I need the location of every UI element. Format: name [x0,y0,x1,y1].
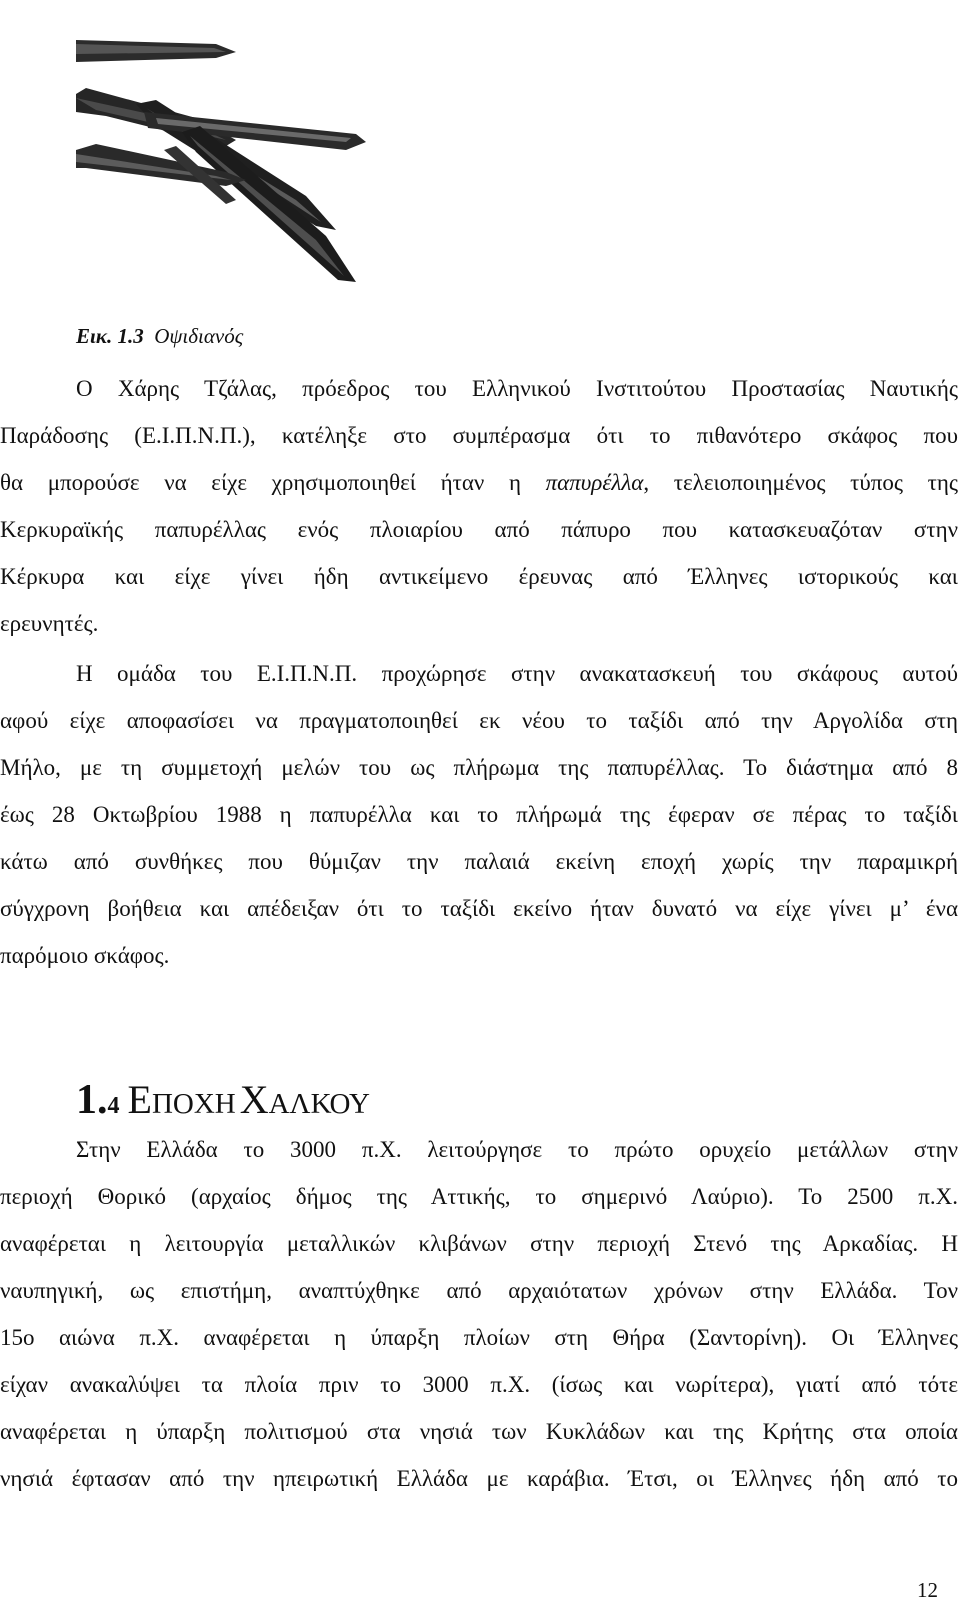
text-line [0,459,958,506]
text-line: έως 28 Οκτωβρίου 1988 η παπυρέλλα και το πλήρωμά της έφεραν σε πέρας το ταξίδι [0,802,958,827]
section-number-major: 1. [76,1077,108,1123]
text-line: Κερκυραϊκής παπυρέλλας ενός πλοιαρίου από πάπυρο που κατασκευαζόταν στην [0,517,958,542]
text-span: , τελειοποιημένος τύπος της [643,470,958,495]
text-line: ναυπηγική, ως επιστήμη, αναπτύχθηκε από αρχαιότατων χρόνων στην Ελλάδα. Τον [0,1278,958,1303]
page-number: 12 [917,1578,938,1602]
section-title-initial: Χ [239,1077,269,1122]
text-line: Ο Χάρης Τζάλας, πρόεδρος του Ελληνικού Ινστιτούτου Προστασίας Ναυτικής [76,376,958,401]
paragraph-2 [0,650,958,979]
text-line: Η ομάδα του Ε.Ι.Π.Ν.Π. προχώρησε στην ανακατασκευή του σκάφους αυτού [76,661,958,686]
text-line: Κέρκυρα και είχε γίνει ήδη αντικείμενο έρευνας από Έλληνες ιστορικούς και [0,564,958,589]
text-span: θα μπορούσε να είχε χρησιμοποιηθεί ήταν η [0,470,546,495]
figure-label: Εικ. 1.3 [76,324,144,348]
text-line: σύγχρονη βοήθεια και απέδειξαν ότι το ταξίδι εκείνο ήταν δυνατό να είχε γίνει μ’ ένα [0,896,958,921]
text-line: αναφέρεται η ύπαρξη πολιτισμού στα νησιά των Κυκλάδων και της Κρήτης στα οποία [0,1419,958,1444]
figure-caption [76,322,243,350]
text-line: αφού είχε αποφασίσει να πραγματοποιηθεί εκ νέου το ταξίδι από την Αργολίδα στη [0,708,958,733]
text-line: Παράδοσης (Ε.Ι.Π.Ν.Π.), κατέληξε στο συμπέρασμα ότι το πιθανότερο σκάφος που [0,423,958,448]
obsidian-blades-image [76,0,376,298]
text-line: παρόμοιο σκάφος. [0,943,170,968]
section-number-minor: 4 [107,1093,120,1119]
paragraph-1 [0,365,958,647]
italic-term: παπυρέλλα [545,470,644,495]
text-line: Στην Ελλάδα το 3000 π.Χ. λειτούργησε το πρώτο ορυχείο μετάλλων στην [76,1137,958,1162]
text-line: είχαν ανακαλύψει τα πλοία πριν το 3000 π.Χ. (ίσως και νωρίτερα), γιατί από τότε [0,1372,958,1397]
text-line: νησιά έφτασαν από την ηπειρωτική Ελλάδα με καράβια. Έτσι, οι Έλληνες ήδη από το [0,1466,958,1491]
section-title-rest: ΑΛΚΟΥ [268,1088,370,1120]
text-line: 15ο αιώνα π.Χ. αναφέρεται η ύπαρξη πλοίων στη Θήρα (Σαντορίνη). Οι Έλληνες [0,1325,958,1350]
text-line: περιοχή Θορικό (αρχαίος δήμος της Αττικής, το σημερινό Λαύριο). Το 2500 π.Χ. [0,1184,958,1209]
section-title-initial: Ε [127,1077,152,1122]
text-line: ερευνητές. [0,611,99,636]
text-line: Μήλο, με τη συμμετοχή μελών του ως πλήρωμα της παπυρέλλας. Το διάστημα από 8 [0,755,958,780]
section-title-rest: ΠΟΧΗ [151,1088,236,1120]
figure-title: Οψιδιανός [154,324,244,348]
paragraph-3 [0,1126,958,1502]
obsidian-blades-drawing [76,0,376,298]
text-line: αναφέρεται η λειτουργία μεταλλικών κλιβάνων στην περιοχή Στενό της Αρκαδίας. Η [0,1231,958,1256]
text-line: κάτω από συνθήκες που θύμιζαν την παλαιά εκείνη εποχή χωρίς την παραμικρή [0,849,958,874]
